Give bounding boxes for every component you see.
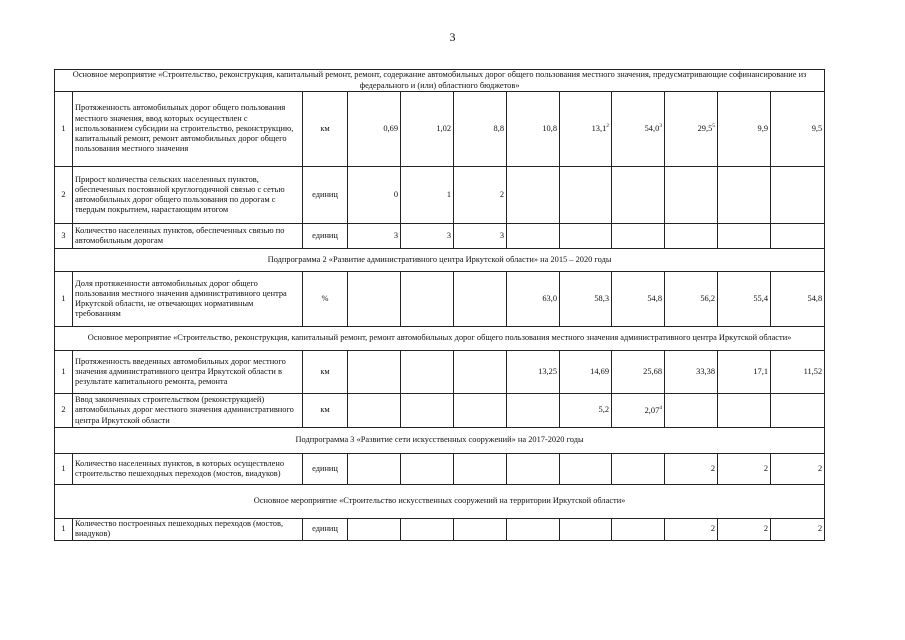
row-number: 1 [55, 92, 73, 167]
unit-cell: км [303, 394, 348, 428]
value-cell: 58,3 [560, 272, 612, 327]
row-number: 3 [55, 224, 73, 249]
section-header-row [55, 327, 825, 351]
value-cell [454, 272, 507, 327]
row-number: 2 [55, 167, 73, 224]
indicator-name: Протяженность введенных автомобильных дорог местного значения административного центра Иркутской области в результате капитального ремонта, ремонта [73, 351, 303, 394]
table-row [55, 224, 825, 249]
value-cell [665, 224, 718, 249]
value-cell: 9,5 [771, 92, 825, 167]
unit-cell: единиц [303, 519, 348, 541]
footnote-mark: 5 [712, 123, 715, 130]
value-cell: 63,0 [507, 272, 560, 327]
indicator-name: Протяженность автомобильных дорог общего пользования местного значения, ввод которых осуществлен с использованием субсидии на строительство, реконструкцию, капитальный ремонт, ремонт автомобильных дорог общего пользования местного значения [73, 92, 303, 167]
value-cell [612, 224, 665, 249]
page-number: 3 [449, 30, 456, 44]
section-header: Подпрограмма 3 «Развитие сети искусственных сооружений» на 2017-2020 годы [55, 428, 825, 454]
value-cell [454, 519, 507, 541]
indicators-table [54, 69, 825, 541]
value-cell [507, 224, 560, 249]
value-cell: 2 [665, 454, 718, 485]
value-cell [612, 454, 665, 485]
row-number: 1 [55, 351, 73, 394]
value-cell [348, 272, 401, 327]
value-cell [348, 394, 401, 428]
table-row [55, 167, 825, 224]
value-cell: 55,4 [718, 272, 771, 327]
value-cell: 9,9 [718, 92, 771, 167]
value-cell: 1,02 [401, 92, 454, 167]
value-cell: 1 [401, 167, 454, 224]
value-cell [718, 224, 771, 249]
value-cell [718, 167, 771, 224]
value-cell: 2 [771, 454, 825, 485]
value-cell [348, 351, 401, 394]
value-cell: 56,2 [665, 272, 718, 327]
value-cell [507, 454, 560, 485]
value-cell: 13,25 [507, 351, 560, 394]
value-cell: 2 [771, 519, 825, 541]
value-cell [718, 394, 771, 428]
value-cell [401, 454, 454, 485]
table-row [55, 394, 825, 428]
value-cell: 33,38 [665, 351, 718, 394]
value-cell: 5,2 [560, 394, 612, 428]
table-row [55, 351, 825, 394]
section-header: Подпрограмма 2 «Развитие административного центра Иркутской области» на 2015 – 2020 годы [55, 249, 825, 272]
value-cell [560, 167, 612, 224]
value-cell [348, 454, 401, 485]
value-cell [612, 167, 665, 224]
section-header-row [55, 428, 825, 454]
value-cell: 2 [718, 519, 771, 541]
value-cell: 2 [454, 167, 507, 224]
value-cell [507, 394, 560, 428]
row-number: 1 [55, 272, 73, 327]
value-cell: 3 [401, 224, 454, 249]
section-header: Основное мероприятие «Строительство, реконструкция, капитальный ремонт, ремонт автомобильных дорог общего пользования местного значения административного центра Иркутской области» [55, 327, 825, 351]
unit-cell: единиц [303, 454, 348, 485]
value-cell: 3 [348, 224, 401, 249]
value-cell [771, 167, 825, 224]
value-cell: 54,8 [771, 272, 825, 327]
row-number: 1 [55, 519, 73, 541]
value-cell: 3 [454, 224, 507, 249]
value-cell: 11,52 [771, 351, 825, 394]
value-cell: 25,68 [612, 351, 665, 394]
section-header: Основное мероприятие «Строительство искусственных сооружений на территории Иркутской области» [55, 485, 825, 519]
value-cell [401, 394, 454, 428]
value-cell: 54,8 [612, 272, 665, 327]
value-cell: 2 [718, 454, 771, 485]
row-number: 2 [55, 394, 73, 428]
table-row [55, 454, 825, 485]
row-number: 1 [55, 454, 73, 485]
indicator-name: Доля протяженности автомобильных дорог общего пользования местного значения административного центра Иркутской области, не отвечающих нормативным требованиям [73, 272, 303, 327]
section-header: Основное мероприятие «Строительство, реконструкция, капитальный ремонт, ремонт, содержание автомобильных дорог общего пользования местного значения, предусматривающие софинансирование из федерального и (или) областного бюджетов» [55, 70, 825, 92]
table-row [55, 519, 825, 541]
value-cell [612, 519, 665, 541]
value-cell [401, 272, 454, 327]
value-cell: 8,8 [454, 92, 507, 167]
footnote-mark: 2 [606, 123, 609, 130]
value-cell [665, 167, 718, 224]
unit-cell: км [303, 351, 348, 394]
value-cell [401, 519, 454, 541]
value-cell: 29,5$^5$ [665, 92, 718, 167]
section-header-row [55, 70, 825, 92]
value-cell: 10,8 [507, 92, 560, 167]
value-cell [507, 519, 560, 541]
footnote-mark: 3 [659, 123, 662, 130]
value-cell [771, 224, 825, 249]
value-cell [560, 224, 612, 249]
indicator-name: Ввод законченных строительством (реконструкцией) автомобильных дорог местного значения административного центра Иркутской области [73, 394, 303, 428]
section-header-row [55, 249, 825, 272]
value-cell [560, 519, 612, 541]
value-cell: 14,69 [560, 351, 612, 394]
unit-cell: единиц [303, 224, 348, 249]
indicator-name: Прирост количества сельских населенных пунктов, обеспеченных постоянной круглогодичной связью с сетью автомобильных дорог общего пользования по дорогам с твердым покрытием, нарастающим итогом [73, 167, 303, 224]
value-cell: 17,1 [718, 351, 771, 394]
value-cell: 0 [348, 167, 401, 224]
value-cell [771, 394, 825, 428]
value-cell: 2,07$^4$ [612, 394, 665, 428]
value-cell [454, 351, 507, 394]
value-cell [560, 454, 612, 485]
unit-cell: % [303, 272, 348, 327]
footnote-mark: 4 [659, 404, 662, 411]
value-cell [454, 394, 507, 428]
value-cell: 2 [665, 519, 718, 541]
value-cell [454, 454, 507, 485]
section-header-row [55, 485, 825, 519]
unit-cell: км [303, 92, 348, 167]
value-cell: 13,1$^2$ [560, 92, 612, 167]
value-cell: 54,0$^3$ [612, 92, 665, 167]
table-row [55, 272, 825, 327]
value-cell [401, 351, 454, 394]
value-cell [507, 167, 560, 224]
value-cell: 0,69 [348, 92, 401, 167]
value-cell [665, 394, 718, 428]
indicator-name: Количество населенных пунктов, в которых осуществлено строительство пешеходных переходов (мостов, виадуков) [73, 454, 303, 485]
indicator-name: Количество построенных пешеходных переходов (мостов, виадуков) [73, 519, 303, 541]
table-row [55, 92, 825, 167]
unit-cell: единиц [303, 167, 348, 224]
indicator-name: Количество населенных пунктов, обеспеченных связью по автомобильным дорогам [73, 224, 303, 249]
value-cell [348, 519, 401, 541]
